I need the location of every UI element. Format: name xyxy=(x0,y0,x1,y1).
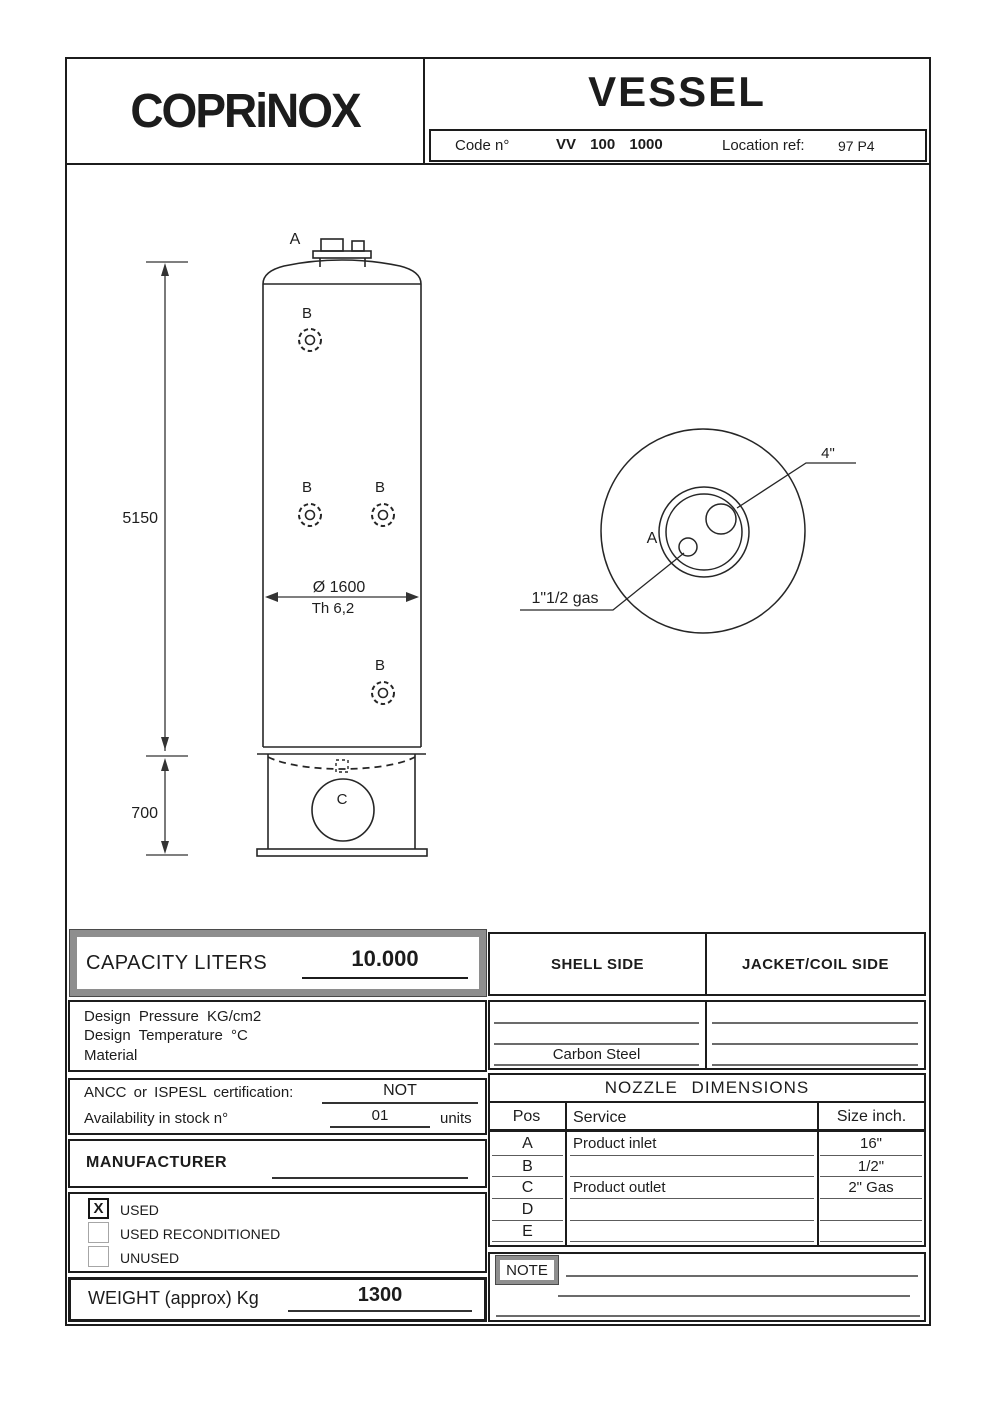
shell-row-rule xyxy=(494,1043,699,1045)
nozzle-row-pos: C xyxy=(492,1179,563,1199)
nozzle-table-title: NOZZLE DIMENSIONS xyxy=(604,1078,810,1097)
nozzle-col-size: Size inch. xyxy=(836,1108,907,1125)
nozzle-row-size: 2" Gas xyxy=(820,1179,922,1199)
stock-label: Availability in stock n° xyxy=(84,1110,229,1127)
side-nozzle-size-label: 1"1/2 gas xyxy=(531,590,599,607)
page-title: VESSEL xyxy=(588,68,766,115)
design-pressure-label: Design Pressure KG/cm2 xyxy=(84,1008,262,1025)
code-value: VV 100 1000 xyxy=(556,136,663,153)
nozzle-row-service xyxy=(570,1158,814,1177)
certification-label: ANCC or ISPESL certification: xyxy=(84,1084,294,1101)
checkbox-used-reconditioned xyxy=(88,1222,109,1243)
checkbox-used-label: USED xyxy=(120,1202,159,1218)
dim-height-label: 5150 xyxy=(122,510,158,527)
jacket-row-rule xyxy=(712,1022,918,1024)
manufacturer-underline xyxy=(272,1177,468,1179)
sides-values-divider xyxy=(705,1000,707,1070)
pos-c-label: C xyxy=(336,791,348,808)
certification-value: NOT xyxy=(383,1082,417,1099)
checkbox-used-reconditioned-label: USED RECONDITIONED xyxy=(120,1226,281,1242)
note-line xyxy=(496,1315,920,1317)
checkbox-unused-label: UNUSED xyxy=(120,1250,180,1266)
stock-units-label: units xyxy=(440,1110,472,1127)
jacket-row-rule xyxy=(712,1043,918,1045)
pos-b-label: B xyxy=(301,305,313,322)
nozzle-row-size: 16" xyxy=(820,1135,922,1156)
pos-a-label: A xyxy=(289,231,301,248)
code-label: Code n° xyxy=(455,137,510,154)
nozzle-header-rule xyxy=(490,1129,924,1132)
jacket-side-header: JACKET/COIL SIDE xyxy=(705,932,926,996)
capacity-label: CAPACITY LITERS xyxy=(86,952,268,974)
checkbox-used: X xyxy=(88,1198,109,1219)
top-nozzle-size-label: 4" xyxy=(821,445,835,462)
nozzle-row-service xyxy=(570,1201,814,1221)
checkbox-unused xyxy=(88,1246,109,1267)
capacity-underline xyxy=(302,977,468,979)
note-line xyxy=(558,1295,910,1297)
note-line xyxy=(566,1275,918,1277)
vessel-outline xyxy=(257,239,427,856)
pos-b-label: B xyxy=(301,479,313,496)
capacity-value: 10.000 xyxy=(351,946,419,971)
shell-side-header: SHELL SIDE xyxy=(488,932,707,996)
material-label: Material xyxy=(84,1047,138,1064)
nozzle-row-size xyxy=(820,1201,922,1221)
nozzle-row-pos: B xyxy=(492,1158,563,1177)
nozzle-row-size: 1/2" xyxy=(820,1158,922,1177)
nozzle-b-symbols xyxy=(299,329,394,704)
design-temperature-label: Design Temperature °C xyxy=(84,1027,248,1044)
jacket-row-rule xyxy=(712,1064,918,1066)
nozzle-row-pos: E xyxy=(492,1223,563,1242)
stock-underline xyxy=(330,1126,430,1128)
stock-value: 01 xyxy=(371,1107,389,1124)
nozzle-row-service: Product outlet xyxy=(570,1179,814,1199)
company-logo: COPRiNOX xyxy=(130,82,360,138)
shell-row-rule xyxy=(494,1064,699,1066)
nozzle-row-size xyxy=(820,1223,922,1242)
nozzle-col-service: Service xyxy=(573,1109,627,1126)
shell-material-value: Carbon Steel xyxy=(552,1046,641,1063)
pos-b-label: B xyxy=(374,657,386,674)
weight-value: 1300 xyxy=(357,1284,403,1306)
location-ref-value: 97 P4 xyxy=(838,138,875,154)
nozzle-row-service: Product inlet xyxy=(570,1135,814,1156)
dim-thickness-label: Th 6,2 xyxy=(311,600,355,617)
nozzle-title-rule xyxy=(490,1101,924,1103)
weight-label: WEIGHT (approx) Kg xyxy=(88,1288,259,1308)
dimension-lines xyxy=(146,262,417,855)
nozzle-col-divider xyxy=(565,1101,567,1245)
shell-row-rule xyxy=(494,1022,699,1024)
manufacturer-label: MANUFACTURER xyxy=(86,1154,228,1171)
nozzle-row-pos: A xyxy=(492,1135,563,1156)
topview-a-label: A xyxy=(646,530,658,547)
nozzle-row-service xyxy=(570,1223,814,1242)
location-ref-label: Location ref: xyxy=(722,137,805,154)
nozzle-col-pos: Pos xyxy=(512,1108,541,1125)
dim-diameter-label: Ø 1600 xyxy=(312,579,366,596)
header-divider xyxy=(423,57,425,165)
dimension-arrows xyxy=(161,263,419,854)
dim-skirt-label: 700 xyxy=(131,805,158,822)
vessel-technical-drawing xyxy=(65,165,931,928)
nozzle-c-circle xyxy=(312,779,374,841)
note-label: NOTE xyxy=(496,1256,558,1284)
certification-underline xyxy=(322,1102,478,1104)
pos-b-label: B xyxy=(374,479,386,496)
weight-underline xyxy=(288,1310,472,1312)
nozzle-row-pos: D xyxy=(492,1201,563,1221)
